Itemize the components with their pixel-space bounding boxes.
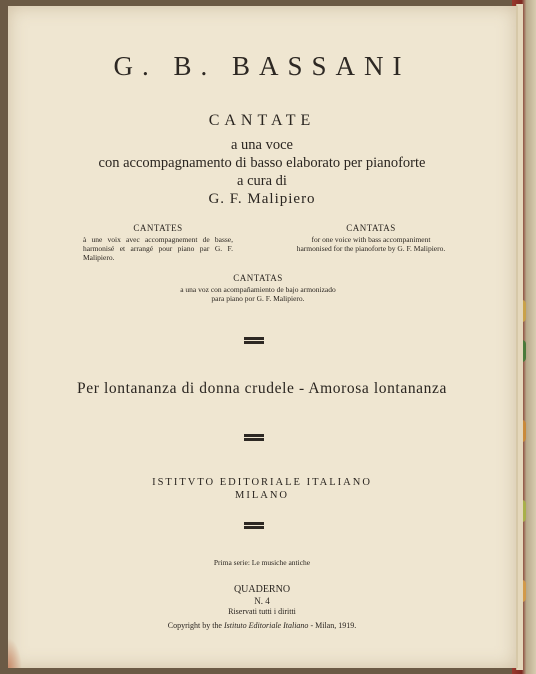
series-label: Prima serie: Le musiche antiche — [213, 558, 311, 567]
paper-stain — [8, 638, 22, 668]
french-heading: CANTATES — [133, 223, 183, 233]
composer-name: G. B. BASSANI — [113, 51, 411, 81]
works-list: Per lontananza di donna crudele - Amorosa lontananza — [77, 380, 447, 397]
english-text: for one voice with bass accompaniment harmonised for the pianoforte by G. F. Malipiero. — [296, 235, 446, 253]
subtitle-line: a una voce — [231, 137, 293, 153]
copyright-prefix: Copyright by the — [167, 621, 224, 630]
rights-notice: Riservati tutti i diritti — [228, 607, 296, 616]
copyright-publisher: Istituto Editoriale Italiano — [223, 621, 309, 630]
quaderno-label: QUADERNO — [233, 584, 291, 595]
spanish-heading: CANTATAS — [233, 273, 283, 283]
double-rule-divider — [244, 434, 264, 441]
spanish-text: a una voz con acompañamiento de bajo armonizado para piano por G. F. Malipiero. — [180, 285, 336, 303]
subtitle-line: a cura di — [237, 173, 287, 189]
french-translation — [83, 224, 233, 262]
french-text: à une voix avec accompagnement de basse, harmonisé et arrangé pour piano par G. F. Malipiero. — [83, 235, 233, 262]
english-heading: CANTATAS — [346, 223, 396, 233]
copyright-suffix: - Milan, 1919. — [308, 621, 357, 630]
subtitle-line: con accompagnamento di basso elaborato per pianoforte — [98, 155, 426, 171]
spanish-translation — [173, 274, 343, 303]
editor-name: G. F. Malipiero — [208, 191, 316, 207]
title-page — [8, 6, 518, 668]
copyright-notice — [8, 621, 516, 630]
quaderno-number: N. 4 — [254, 596, 270, 606]
publisher-city: MILANO — [235, 490, 289, 501]
work-title: CANTATE — [208, 112, 316, 129]
publisher-name: ISTITVTO EDITORIALE ITALIANO — [152, 477, 372, 488]
double-rule-divider — [244, 522, 264, 529]
english-translation — [296, 224, 446, 253]
double-rule-divider — [244, 337, 264, 344]
